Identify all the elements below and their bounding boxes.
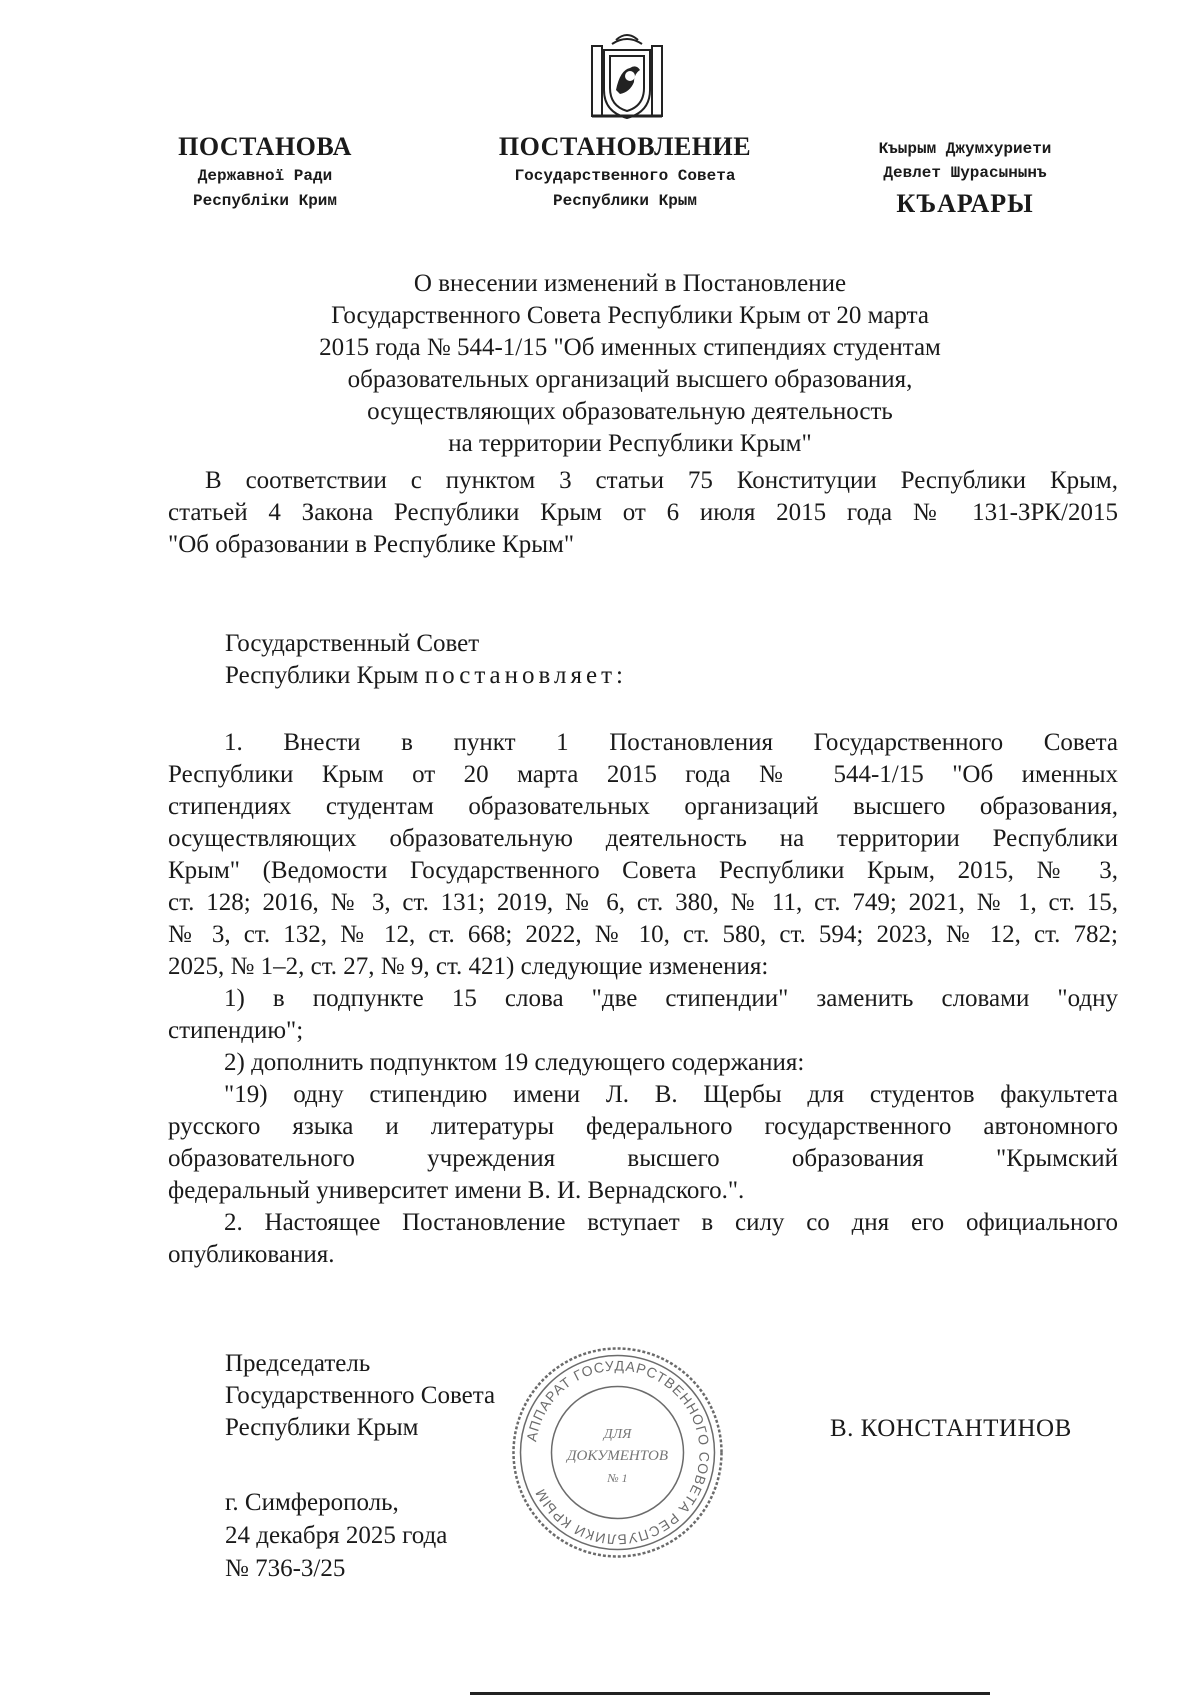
body-line: образовательного учреждения высшего образования "Крымский: [168, 1145, 1118, 1172]
place-and-date: [225, 1486, 447, 1585]
body-line: Республики Крым от 20 марта 2015 года № 544-1/15 "Об именных: [168, 761, 1118, 788]
signatory-position: [225, 1348, 495, 1444]
body-line: 2. Настоящее Постановление вступает в силу со дня его официального: [224, 1209, 1118, 1236]
council-line-1: Государственный Совет: [225, 630, 480, 657]
body-line: осуществляющих образовательную деятельность на территории Республики: [168, 825, 1118, 852]
official-seal-stamp: [505, 1340, 730, 1565]
title-line: 2015 года № 544-1/15 "Об именных стипендиях студентам: [319, 334, 941, 361]
header-line-ct-1: Къырым Джумхуриети: [878, 140, 1052, 158]
title-line: на территории Республики Крым": [448, 430, 812, 457]
seal-line-1: ДЛЯ: [603, 1427, 632, 1442]
body-line: опубликования.: [168, 1241, 335, 1268]
header-line-ru-2: Республики Крым: [552, 192, 698, 210]
position-line-1: Председатель: [225, 1350, 371, 1377]
body-line: "19) одну стипендию имени Л. В. Щербы для студентов факультета: [224, 1081, 1118, 1108]
body-line: русского языка и литературы федерального государственного автономного: [168, 1113, 1118, 1140]
council-resolves: [225, 628, 627, 692]
body-line: 1) в подпункте 15 слова "две стипендии" заменить словами "одну: [224, 985, 1118, 1012]
body-line: 2025, № 1–2, ст. 27, № 9, ст. 421) следующие изменения:: [168, 953, 769, 980]
position-line-3: Республики Крым: [225, 1414, 419, 1441]
body-line: стипендиях студентам образовательных организаций высшего образования,: [168, 793, 1118, 820]
preamble: [168, 465, 1118, 561]
title-line: осуществляющих образовательную деятельность: [367, 398, 893, 425]
header-title-ct: КЪАРАРЫ: [896, 189, 1034, 218]
body-line: федеральный университет имени В. И. Вернадского.".: [168, 1177, 745, 1204]
preamble-line: В соответствии с пунктом 3 статьи 75 Конституции Республики Крым,: [205, 467, 1118, 494]
title-line: образовательных организаций высшего образования,: [347, 366, 913, 393]
seal-line-2: ДОКУМЕНТОВ: [566, 1448, 669, 1464]
resolution-body: [168, 727, 1118, 1271]
header-crimean-tatar: [840, 137, 1090, 221]
council-line-2-spaced: постановляет:: [424, 662, 627, 689]
header-ukrainian: [165, 130, 365, 214]
document-date: 24 декабря 2025 года: [225, 1522, 448, 1549]
header-line-ct-2: Девлет Шурасынынъ: [883, 164, 1047, 182]
header-title-ru: ПОСТАНОВЛЕНИЕ: [498, 132, 752, 161]
title-line: О внесении изменений в Постановление: [413, 270, 847, 297]
bottom-divider: [470, 1692, 990, 1695]
council-line-2: [225, 660, 627, 692]
seal-ring-text: АППАРАТ ГОСУДАРСТВЕННОГО СОВЕТА РЕСПУБЛИКИ КРЫМ: [523, 1357, 713, 1548]
document-number: № 736-3/25: [225, 1555, 346, 1582]
header-line-ua-2: Республіки Крим: [192, 192, 338, 210]
council-line-2-prefix: Республики Крым: [225, 662, 419, 689]
body-line: № 3, ст. 132, № 12, ст. 668; 2022, № 10, ст. 580, ст. 594; 2023, № 12, ст. 782;: [168, 921, 1118, 948]
header-title-ua: ПОСТАНОВА: [178, 132, 352, 161]
body-line: 2) дополнить подпунктом 19 следующего содержания:: [224, 1049, 805, 1076]
preamble-line: "Об образовании в Республике Крым": [168, 531, 575, 558]
place-city: г. Симферополь,: [225, 1489, 399, 1516]
document-title: [220, 268, 1040, 460]
coat-of-arms-icon: [586, 30, 668, 122]
signatory-name: В. КОНСТАНТИНОВ: [830, 1415, 1072, 1442]
body-line: стипендию";: [168, 1017, 304, 1044]
body-line: Крым" (Ведомости Государственного Совета Республики Крым, 2015, № 3,: [168, 857, 1118, 884]
title-line: Государственного Совета Республики Крым от 20 марта: [331, 302, 929, 329]
preamble-line: статьей 4 Закона Республики Крым от 6 июля 2015 года № 131-ЗРК/2015: [168, 499, 1118, 526]
seal-line-3: № 1: [607, 1471, 628, 1485]
header-line-ru-1: Государственного Совета: [514, 167, 736, 185]
header-russian: [480, 130, 770, 214]
body-line: 1. Внести в пункт 1 Постановления Государственного Совета: [224, 729, 1118, 756]
header-line-ua-1: Державної Ради: [197, 167, 333, 185]
body-line: ст. 128; 2016, № 3, ст. 131; 2019, № 6, ст. 380, № 11, ст. 749; 2021, № 1, ст. 15,: [168, 889, 1118, 916]
position-line-2: Государственного Совета: [225, 1382, 496, 1409]
